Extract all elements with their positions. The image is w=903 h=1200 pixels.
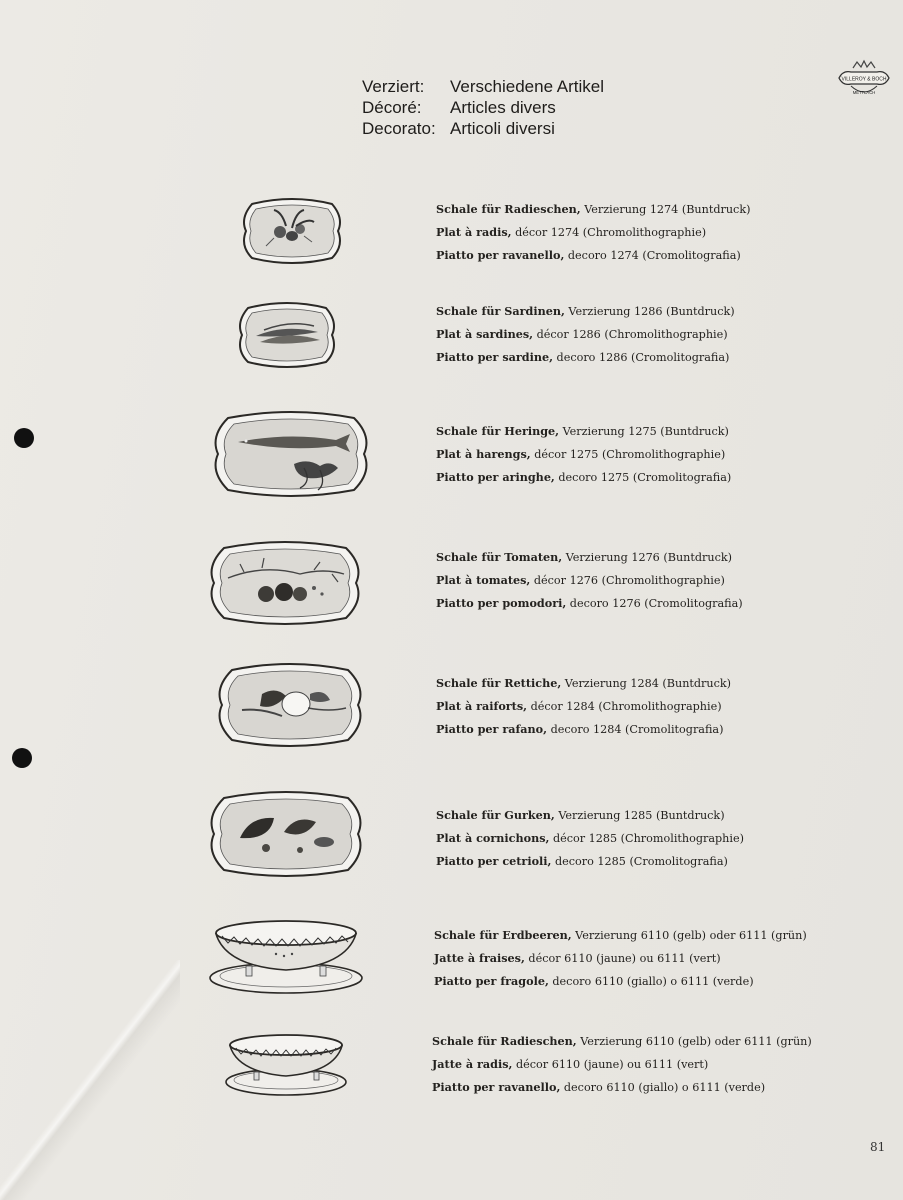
header-value: Verschiedene Artikel: [450, 77, 605, 96]
product-name: Schale für Sardinen,: [436, 304, 565, 318]
caption-line-it: [436, 244, 750, 267]
product-name: Schale für Erdbeeren,: [434, 928, 572, 942]
header-value: Articoli diversi: [450, 119, 555, 138]
product-name: Piatto per sardine,: [436, 350, 553, 364]
product-name: Plat à radis,: [436, 225, 512, 239]
sardine-plate-icon: [234, 300, 340, 370]
caption-line-de: [436, 804, 744, 827]
caption-line-fr: [434, 947, 807, 970]
product-name: Schale für Tomaten,: [436, 550, 563, 564]
caption-line-fr: [436, 569, 743, 592]
page-number: 81: [870, 1140, 886, 1154]
logo-text: VILLEROY & BOCH: [841, 76, 887, 83]
product-decor: décor 6110 (jaune) ou 6111 (vert): [524, 952, 721, 965]
product-name: Piatto per rafano,: [436, 722, 548, 736]
product-name: Schale für Radieschen,: [436, 202, 581, 216]
product-name: Schale für Radieschen,: [432, 1034, 577, 1048]
caption-line-it: [436, 592, 743, 615]
product-name: Piatto per ravanello,: [432, 1080, 561, 1094]
product-decor: décor 1274 (Chromolithographie): [511, 226, 707, 239]
item-caption: [436, 804, 744, 873]
caption-line-de: [436, 672, 731, 695]
caption-line-de: [436, 198, 750, 221]
cucumber-plate-icon: [204, 788, 368, 880]
item-caption: [432, 1030, 812, 1099]
caption-line-de: [434, 924, 807, 947]
caption-line-fr: [436, 443, 731, 466]
header-line-it: [362, 118, 604, 139]
caption-line-it: [436, 466, 731, 489]
caption-line-de: [432, 1030, 812, 1053]
caption-line-fr: [436, 695, 731, 718]
item-caption: [436, 300, 735, 369]
product-name: Plat à harengs,: [436, 447, 531, 461]
header-line-fr: [362, 97, 604, 118]
caption-line-fr: [436, 827, 744, 850]
product-name: Piatto per aringhe,: [436, 470, 555, 484]
product-decor: décor 1276 (Chromolithographie): [530, 574, 725, 587]
product-name: Piatto per cetrioli,: [436, 854, 552, 868]
product-decor: decoro 1285 (Cromolitografia): [551, 855, 728, 868]
product-decor: Verzierung 1285 (Buntdruck): [554, 809, 725, 822]
header-line-de: [362, 76, 604, 97]
product-name: Jatte à radis,: [432, 1057, 513, 1071]
product-name: Plat à sardines,: [436, 327, 534, 341]
product-decor: decoro 6110 (giallo) o 6111 (verde): [560, 1081, 766, 1094]
product-decor: décor 6110 (jaune) ou 6111 (vert): [512, 1058, 709, 1071]
logo-text: METTLACH: [852, 90, 876, 95]
product-decor: Verzierung 6110 (gelb) oder 6111 (grün): [576, 1035, 812, 1048]
product-decor: décor 1275 (Chromolithographie): [530, 448, 726, 461]
product-name: Schale für Rettiche,: [436, 676, 562, 690]
product-decor: Verzierung 1286 (Buntdruck): [564, 305, 735, 318]
header-value: Articles divers: [450, 98, 556, 117]
tomato-plate-icon: [204, 538, 366, 628]
product-decor: decoro 1274 (Cromolitografia): [564, 249, 741, 262]
item-caption: [436, 420, 731, 489]
product-name: Piatto per fragole,: [434, 974, 549, 988]
caption-line-de: [436, 420, 731, 443]
product-decor: Verzierung 1284 (Buntdruck): [561, 677, 732, 690]
product-decor: Verzierung 1276 (Buntdruck): [562, 551, 732, 564]
product-name: Plat à cornichons,: [436, 831, 550, 845]
header-label: Decorato:: [362, 119, 436, 138]
product-name: Schale für Gurken,: [436, 808, 555, 822]
villeroy-boch-mettlach-logo-icon: [835, 58, 893, 104]
caption-line-it: [436, 718, 731, 741]
header-label: Décoré:: [362, 98, 422, 117]
product-decor: decoro 1276 (Cromolitografia): [566, 597, 743, 610]
caption-line-it: [434, 970, 807, 993]
caption-line-de: [436, 546, 743, 569]
caption-line-fr: [432, 1053, 812, 1076]
radish-root-plate-icon: [212, 660, 368, 750]
header-label: Verziert:: [362, 77, 425, 96]
caption-line-fr: [436, 323, 735, 346]
product-decor: Verzierung 1274 (Buntdruck): [580, 203, 751, 216]
page-fold-crease: [0, 960, 180, 1200]
product-name: Plat à tomates,: [436, 573, 531, 587]
product-decor: décor 1285 (Chromolithographie): [549, 832, 744, 845]
product-decor: decoro 6110 (giallo) o 6111 (verde): [548, 975, 754, 988]
product-decor: Verzierung 1275 (Buntdruck): [559, 425, 729, 438]
caption-line-it: [436, 850, 744, 873]
item-caption: [434, 924, 807, 993]
product-decor: decoro 1286 (Cromolitografia): [553, 351, 730, 364]
product-decor: decoro 1284 (Cromolitografia): [547, 723, 724, 736]
item-caption: [436, 198, 750, 267]
punch-hole: [14, 428, 34, 448]
section-header: [362, 76, 604, 139]
item-caption: [436, 672, 731, 741]
product-decor: decoro 1275 (Cromolitografia): [554, 471, 732, 484]
product-name: Schale für Heringe,: [436, 424, 560, 438]
item-caption: [436, 546, 743, 615]
radish-bowl-icon: [222, 1030, 350, 1102]
radish-plate-icon: [238, 196, 346, 266]
product-decor: décor 1284 (Chromolithographie): [527, 700, 722, 713]
product-name: Piatto per pomodori,: [436, 596, 567, 610]
caption-line-fr: [436, 221, 750, 244]
caption-line-it: [436, 346, 735, 369]
caption-line-it: [432, 1076, 812, 1099]
herring-plate-icon: [208, 408, 374, 500]
product-name: Piatto per ravanello,: [436, 248, 565, 262]
caption-line-de: [436, 300, 735, 323]
strawberry-bowl-icon: [206, 916, 366, 998]
product-decor: Verzierung 6110 (gelb) oder 6111 (grün): [571, 929, 807, 942]
product-decor: décor 1286 (Chromolithographie): [533, 328, 728, 341]
punch-hole: [12, 748, 32, 768]
product-name: Jatte à fraises,: [434, 951, 525, 965]
product-name: Plat à raiforts,: [436, 699, 528, 713]
